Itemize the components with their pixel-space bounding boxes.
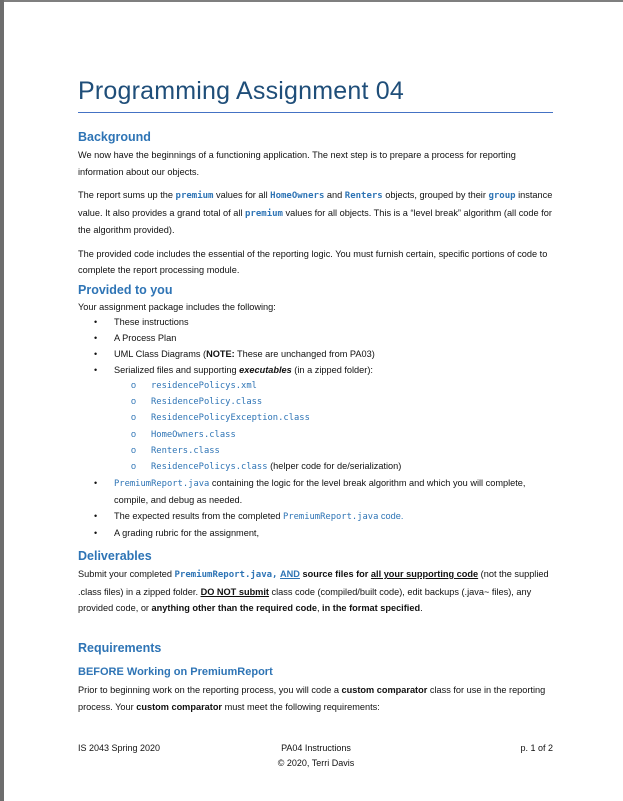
bullet-icon: • — [94, 478, 98, 489]
file-list — [114, 378, 558, 475]
footer-page-number: p. 1 of 2 — [520, 743, 553, 753]
heading-background: Background — [78, 130, 151, 144]
file-item: o ResidencePolicyException.class — [114, 410, 558, 426]
code-premium-2: premium — [245, 208, 283, 219]
circle-bullet-icon: o — [131, 396, 137, 407]
document-title: Programming Assignment 04 — [78, 77, 404, 105]
circle-bullet-icon: o — [131, 412, 137, 423]
list-item: • PremiumReport.java containing the logic for the level break algorithm and which you will complete, compile, and debug as needed. — [78, 475, 558, 508]
bullet-icon: • — [94, 333, 98, 343]
provided-list — [78, 314, 558, 541]
footer-course: IS 2043 Spring 2020 — [78, 743, 161, 753]
subheading-before-premiumreport: BEFORE Working on PremiumReport — [78, 666, 273, 678]
deliverables-paragraph: Submit your completed PremiumReport.java, AND source files for all your supporting code (not the supplied .class files) in a zipped folder. DO NOT submit class code (compiled/built code), edit backups (.java~ files), any provided code, or anything other than the required code, in the format specified. — [78, 569, 549, 613]
circle-bullet-icon: o — [131, 428, 137, 439]
title-underline — [78, 112, 553, 113]
bullet-icon: • — [94, 349, 98, 359]
code-renters: Renters — [344, 191, 383, 201]
code-homeowners: HomeOwners — [270, 191, 325, 201]
code-premiumreport: PremiumReport.java, — [174, 570, 278, 580]
file-item: o Renters.class — [114, 443, 558, 459]
list-item: • UML Class Diagrams (NOTE: These are unchanged from PA03) — [78, 346, 558, 362]
file-item: o HomeOwners.class — [114, 427, 558, 443]
list-item: • The expected results from the completed PremiumReport.java code. — [78, 508, 558, 525]
background-section — [78, 147, 556, 279]
footer-copyright: © 2020, Terri Davis — [277, 758, 355, 768]
background-paragraph-2: The report sums up the premium values for all HomeOwners and Renters objects, grouped by their group instance value. It also provides a grand total of all premium values for all objects. This is a “level break” algorithm (all code for the algorithm provided). — [78, 190, 553, 235]
list-item: • These instructions — [78, 314, 558, 330]
file-item: o residencePolicys.xml — [114, 378, 558, 394]
file-item: o ResidencePolicys.class (helper code for de/serialization) — [114, 459, 558, 475]
heading-deliverables: Deliverables — [78, 549, 152, 563]
heading-requirements: Requirements — [78, 641, 162, 655]
circle-bullet-icon: o — [131, 444, 137, 455]
background-paragraph-3: The provided code includes the essential of the reporting logic. You must furnish certain, specific portions of code to complete the report processing module. — [78, 248, 548, 275]
bullet-icon: • — [94, 528, 98, 539]
requirements-paragraph: Prior to beginning work on the reporting process, you will code a custom comparator class for use in the reporting process. Your custom comparator must meet the following requirements: — [78, 685, 546, 712]
list-item: • A Process Plan — [78, 330, 558, 346]
background-paragraph-1: We now have the beginnings of a functioning application. The next step is to prepare a process for reporting information about our objects. — [78, 150, 516, 177]
bullet-icon: • — [94, 365, 98, 375]
footer-doc-title: PA04 Instructions — [281, 743, 351, 753]
circle-bullet-icon: o — [131, 380, 137, 390]
code-premium: premium — [175, 191, 214, 201]
list-item: • Serialized files and supporting executables (in a zipped folder): o residencePolicys.xml o ResidencePolicy.class o ResidencePolicyException.class o HomeOwners.class o Renters.class o ResidencePolicys.class (helper code for de/serialization) — [78, 362, 558, 475]
list-item: • A grading rubric for the assignment, — [78, 525, 558, 541]
footer-center — [236, 741, 396, 771]
code-group: group — [488, 191, 516, 201]
file-item: o ResidencePolicy.class — [114, 394, 558, 410]
circle-bullet-icon: o — [131, 461, 137, 472]
heading-provided: Provided to you — [78, 283, 173, 297]
bullet-icon: • — [94, 511, 98, 522]
bullet-icon: • — [94, 317, 98, 327]
provided-intro: Your assignment package includes the following: — [78, 302, 276, 312]
